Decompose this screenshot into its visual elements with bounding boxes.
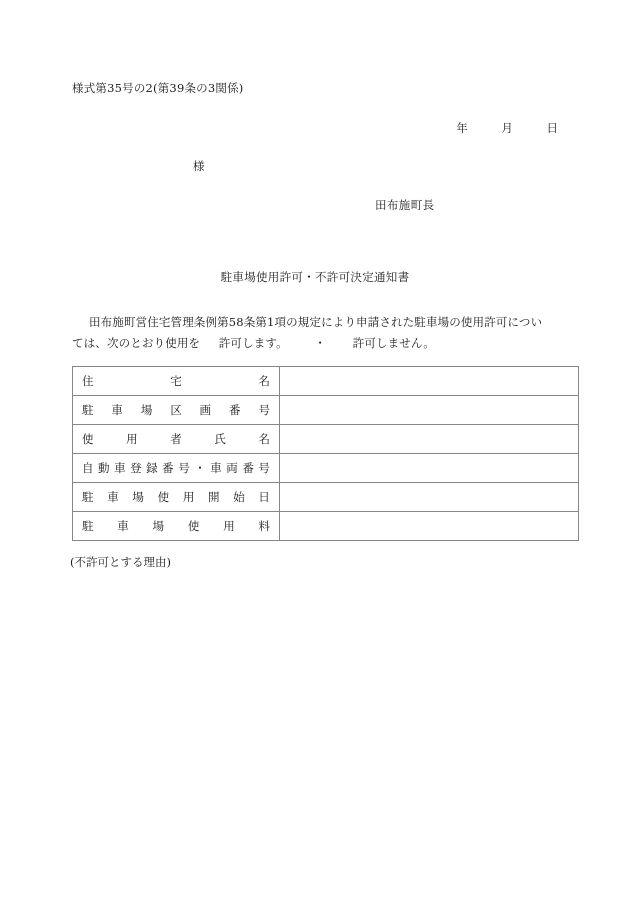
- label-char: 両: [226, 461, 238, 475]
- body-line-2-prefix: ては、次のとおり使用を: [72, 336, 201, 350]
- label-char: 者: [170, 432, 182, 446]
- table-body: [73, 367, 579, 541]
- label-char: 番: [162, 461, 174, 475]
- label-char: 動: [98, 461, 110, 475]
- row-label-parking-lot-number: [73, 396, 280, 425]
- label-char: 使: [157, 490, 170, 504]
- label-char: 画: [199, 403, 212, 417]
- row-value-parking-lot-number[interactable]: [280, 396, 579, 425]
- label-char: 使: [187, 519, 200, 533]
- row-value-vehicle-registration-number[interactable]: [280, 454, 579, 483]
- label-char: 車: [114, 461, 126, 475]
- addressee-honorific: 様: [193, 159, 205, 173]
- label-char: 場: [140, 403, 153, 417]
- label-char: 車: [107, 490, 119, 504]
- label-char: 開: [208, 490, 220, 504]
- permit-details-table: [72, 366, 579, 541]
- permit-option: 許可します。: [218, 336, 288, 350]
- label-chars: [82, 431, 270, 447]
- label-char: 料: [258, 519, 270, 533]
- label-char: 号: [178, 461, 190, 475]
- row-label-user-name: [73, 425, 280, 454]
- label-chars: [82, 518, 270, 534]
- label-char: 名: [258, 374, 270, 388]
- label-char: 自: [82, 461, 94, 475]
- label-chars: [82, 373, 270, 389]
- label-chars: [82, 460, 270, 476]
- label-char: 録: [146, 461, 158, 475]
- label-char: ・: [194, 461, 206, 475]
- label-chars: [82, 402, 270, 418]
- month-label: 月: [501, 121, 513, 135]
- denial-reason-note: (不許可とする理由): [70, 555, 171, 569]
- label-char: 氏: [214, 432, 226, 446]
- date-line: [0, 120, 558, 136]
- day-label: 日: [546, 121, 558, 135]
- row-label-housing-name: [73, 367, 280, 396]
- label-char: 番: [229, 403, 241, 417]
- table-row: [73, 512, 579, 541]
- label-char: 車: [111, 403, 123, 417]
- label-char: 使: [82, 432, 94, 446]
- deny-option: 許可しません。: [352, 336, 435, 350]
- table-row: [73, 396, 579, 425]
- row-value-user-name[interactable]: [280, 425, 579, 454]
- body-line-1: 田布施町営住宅管理条例第58条第1項の規定により申請された駐車場の使用許可につい: [89, 315, 543, 329]
- row-value-parking-fee[interactable]: [280, 512, 579, 541]
- row-value-housing-name[interactable]: [280, 367, 579, 396]
- row-label-vehicle-registration-number: [73, 454, 280, 483]
- label-char: 駐: [82, 490, 94, 504]
- document-title: 駐車場使用許可・不許可決定通知書: [220, 270, 410, 284]
- row-label-start-date: [73, 483, 280, 512]
- label-char: 号: [258, 403, 270, 417]
- label-char: 車: [210, 461, 222, 475]
- body-paragraph: [72, 312, 564, 354]
- issuer-name: 田布施町長: [375, 198, 435, 212]
- table-row: [73, 367, 579, 396]
- label-char: 登: [130, 461, 142, 475]
- label-char: 用: [223, 519, 235, 533]
- row-label-parking-fee: [73, 512, 280, 541]
- label-char: 用: [182, 490, 195, 504]
- label-char: 名: [258, 432, 270, 446]
- table-row: [73, 425, 579, 454]
- row-value-start-date[interactable]: [280, 483, 579, 512]
- label-char: 場: [132, 490, 144, 504]
- form-number: 様式第35号の2(第39条の3関係): [72, 81, 244, 95]
- label-char: 駐: [82, 403, 94, 417]
- label-char: 号: [258, 461, 270, 475]
- label-char: 区: [170, 403, 182, 417]
- table-row: [73, 483, 579, 512]
- label-char: 番: [242, 461, 254, 475]
- label-char: 日: [258, 490, 270, 504]
- label-char: 宅: [170, 374, 182, 388]
- label-char: 車: [117, 519, 129, 533]
- year-label: 年: [456, 121, 468, 135]
- label-char: 用: [126, 432, 138, 446]
- option-separator: ・: [314, 336, 327, 350]
- label-char: 駐: [82, 519, 94, 533]
- label-char: 場: [152, 519, 165, 533]
- label-char: 住: [82, 374, 94, 388]
- body-line-2: [72, 333, 564, 354]
- label-char: 始: [233, 490, 245, 504]
- table-row: [73, 454, 579, 483]
- label-chars: [82, 489, 270, 505]
